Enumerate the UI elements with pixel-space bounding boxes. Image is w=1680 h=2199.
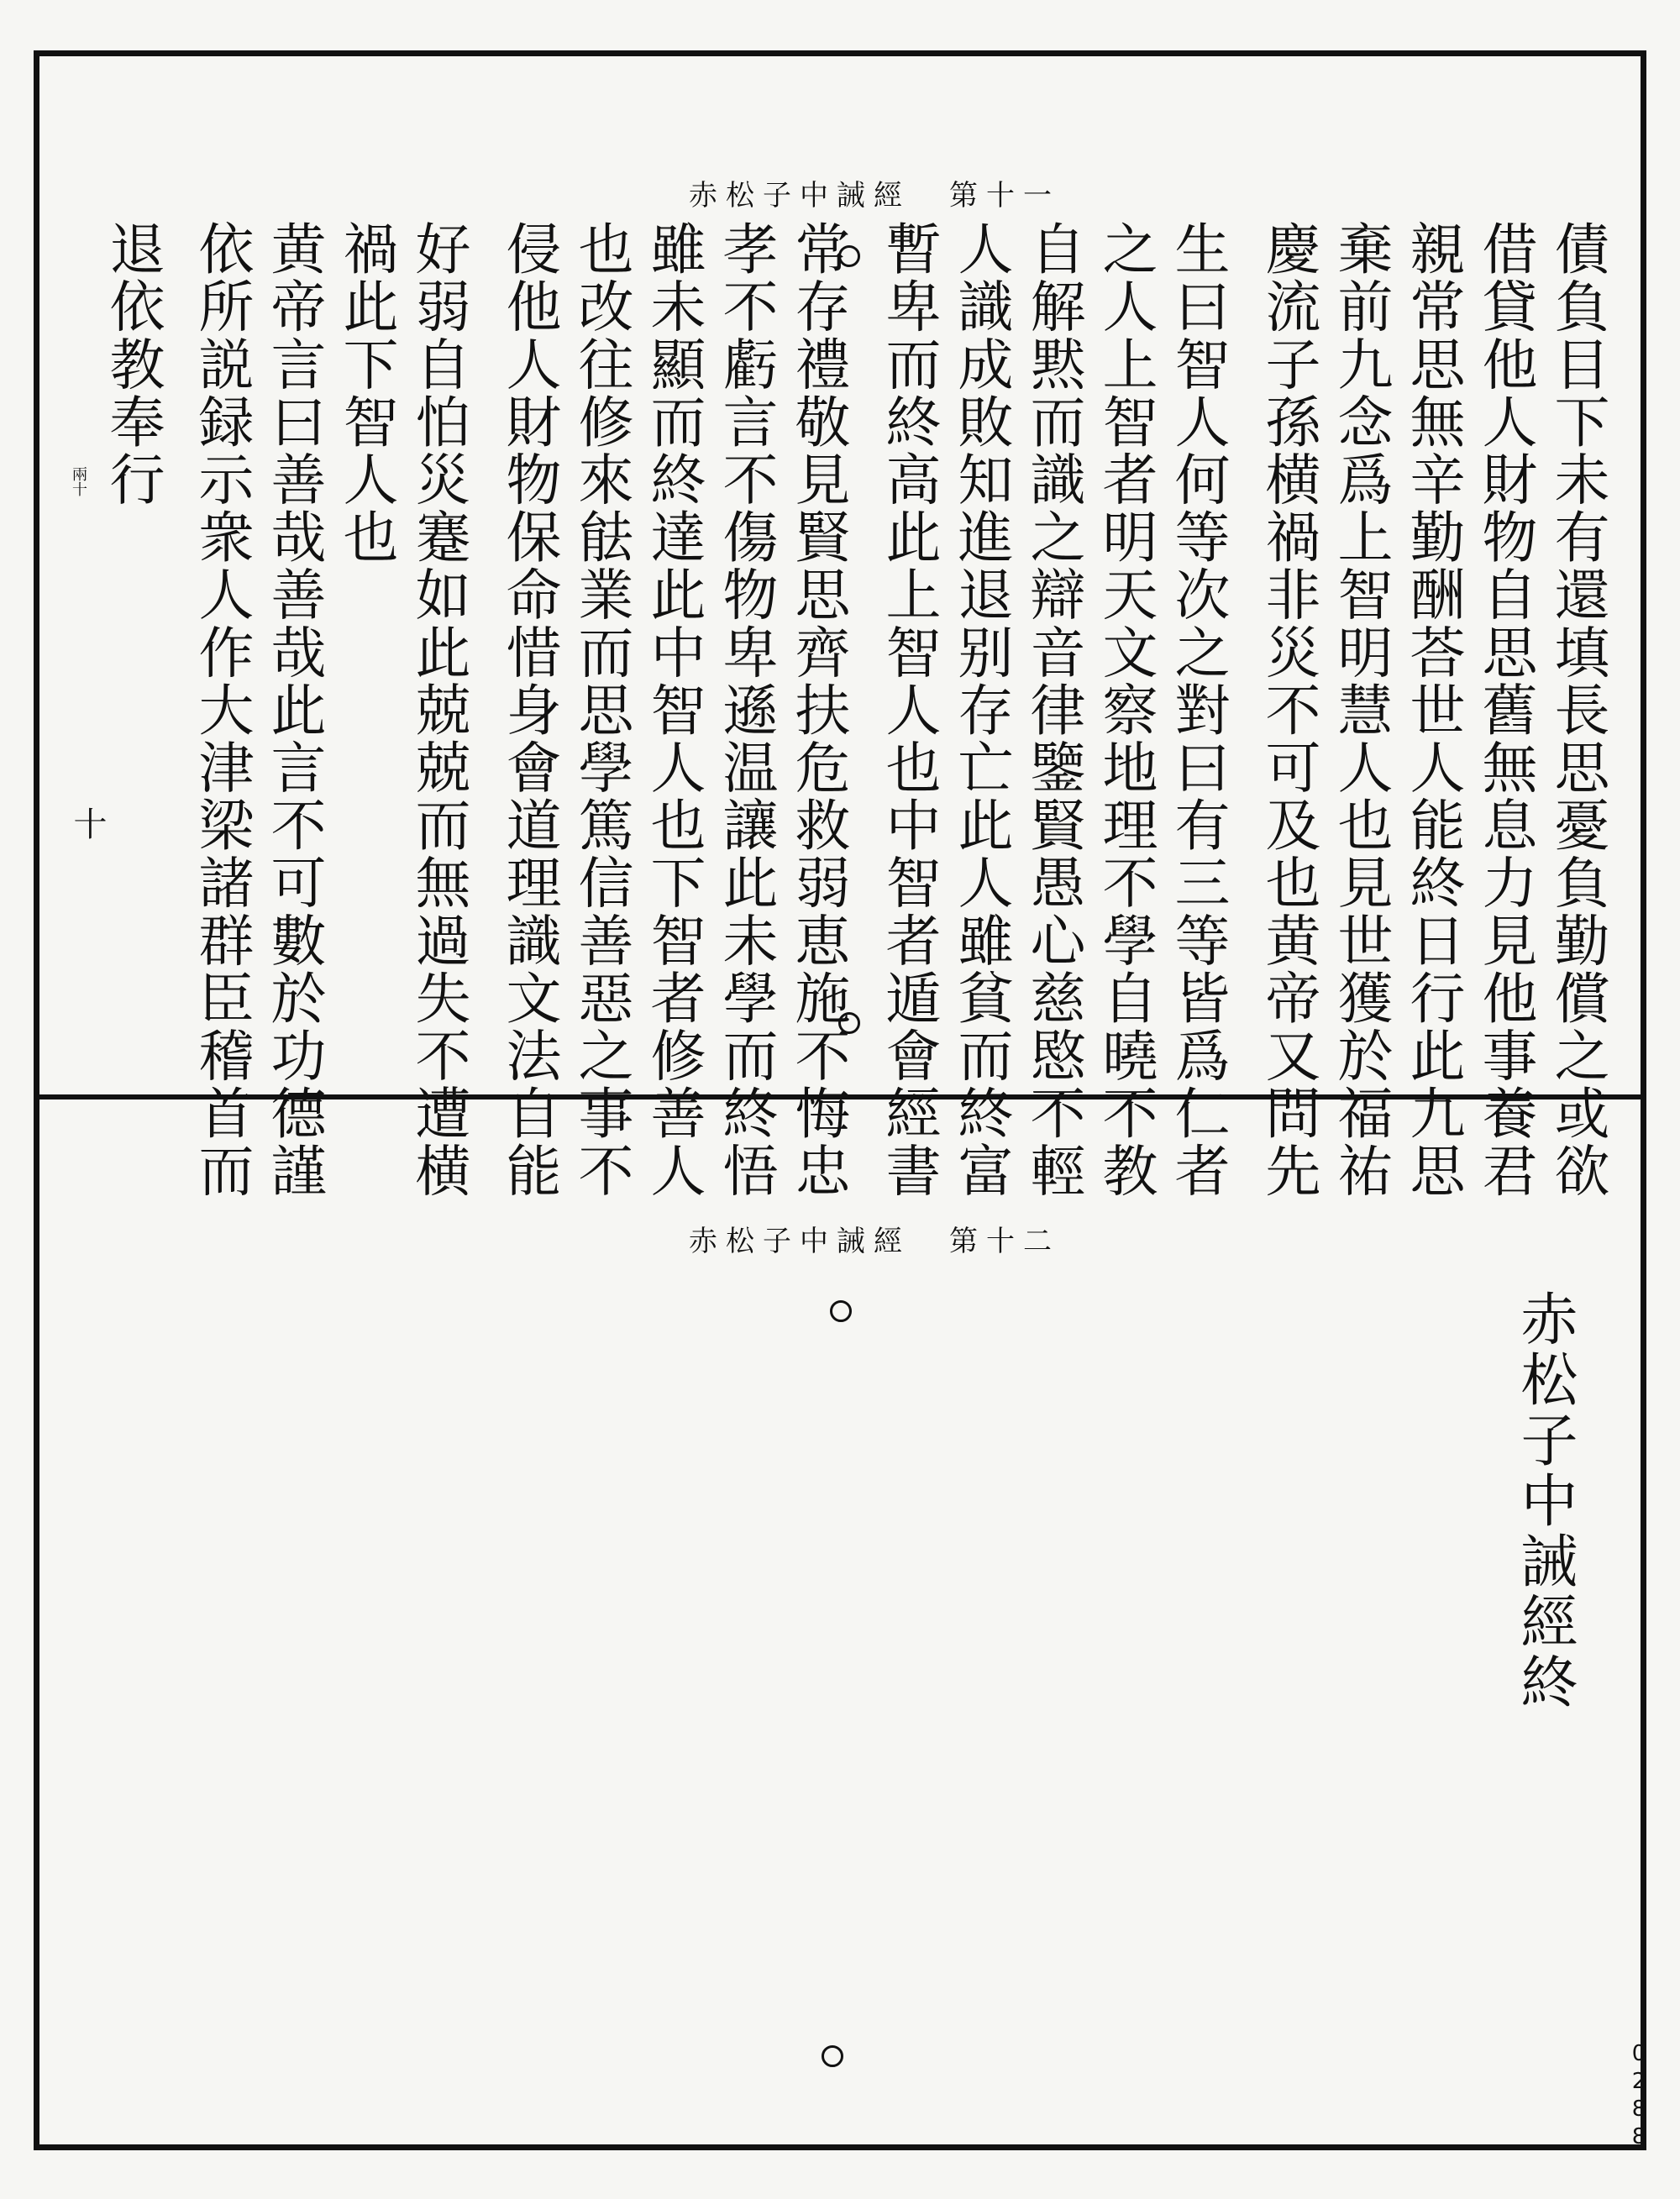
text-column: 暫卑而終高此上智人也中智者遁會經書 xyxy=(876,220,941,1200)
text-column: 親常思無辛勤酬荅世人能終日行此九思 xyxy=(1400,220,1465,1200)
page-number: 0288 xyxy=(1626,2041,1651,2152)
text-column: 人識成敗知進退别存亡此人雖貧而終富 xyxy=(948,220,1013,1200)
colophon: 赤松子中誡經終 xyxy=(1511,1289,1578,1713)
punctuation-circle xyxy=(830,1300,852,1322)
top-header-title: 赤松子中誡經 xyxy=(689,179,911,213)
text-column: 禍此下智人也 xyxy=(333,220,398,566)
bottom-header-section: 第十二 xyxy=(949,1225,1060,1258)
text-column: 也改往修來䏻業而思學篤信善惡之事不 xyxy=(569,220,633,1200)
punctuation-circle xyxy=(838,245,860,267)
text-column: 債負目下未有還填長思憂負勤償之或欲 xyxy=(1545,220,1609,1200)
text-column: 雖未顯而終達此中智人也下智者修善人 xyxy=(641,220,706,1200)
bottom-page-header xyxy=(689,1218,1060,1259)
text-column: 自解黙而識之辯音律鑒賢愚心慈愍不輕 xyxy=(1021,220,1085,1200)
bottom-header-title: 赤松子中誡經 xyxy=(689,1225,911,1258)
text-column: 生曰智人何等次之對曰有三等皆爲仁者 xyxy=(1165,220,1230,1200)
text-column: 借貸他人財物自思舊無息力見他事養君 xyxy=(1473,220,1537,1200)
top-header-section: 第十一 xyxy=(949,179,1060,213)
text-column: 常存禮敬見賢思齊扶危救弱恵施不悔忠 xyxy=(785,220,850,1200)
punctuation-circle xyxy=(822,2045,843,2067)
text-column: 黄帝言曰善哉善哉此言不可數於功德謹 xyxy=(261,220,326,1200)
text-column: 退依教奉行 xyxy=(100,220,165,508)
text-column: 之人上智者明天文察地理不學自曉不教 xyxy=(1093,220,1158,1200)
punctuation-circle xyxy=(838,1012,860,1034)
top-page-header xyxy=(689,172,1060,213)
margin-note: 兩十 xyxy=(70,466,87,496)
text-column: 依所説録示衆人作大津梁諸群臣稽首而 xyxy=(189,220,254,1200)
text-column: 侵他人財物保命惜身會道理識文法自能 xyxy=(496,220,561,1200)
text-column: 好弱自怕災蹇如此兢兢而無過失不遭横 xyxy=(406,220,470,1200)
text-column: 孝不虧言不傷物卑遜温讓此未學而終悟 xyxy=(713,220,778,1200)
text-column: 慶流子孫横禍非災不可及也黄帝又問先 xyxy=(1256,220,1320,1200)
text-column: 棄前九念爲上智明慧人也見世獲於福祐 xyxy=(1328,220,1393,1200)
folio-mark: 十 xyxy=(68,806,107,840)
